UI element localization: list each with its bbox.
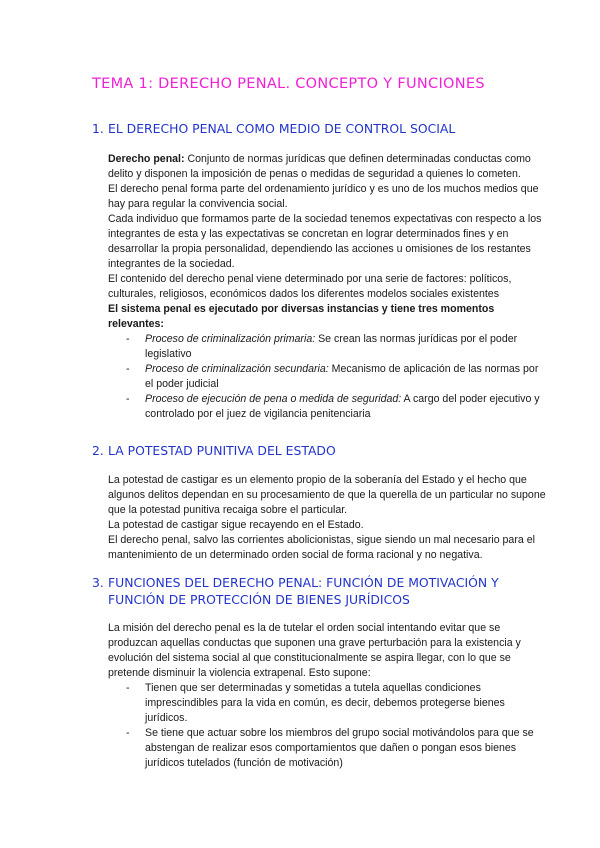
- paragraph: La potestad de castigar es un elemento propio de la soberanía del Estado y el hecho que algunos delitos dependan en su procesamiento de que la querella de un particular no supone que la potestad punitiva recaiga sobre el particular.: [108, 474, 546, 516]
- paragraph: La potestad de castigar sigue recayendo en el Estado.: [108, 519, 364, 531]
- section-1-body: [108, 152, 548, 422]
- list-item-text: Se tiene que actuar sobre los miembros del grupo social motivándolos para que se abstengan de realizar esos comportamientos que dañen o pongan esos bienes jurídicos tutelados (función de motivación): [145, 727, 534, 769]
- section-heading-text: LA POTESTAD PUNITIVA DEL ESTADO: [108, 443, 336, 458]
- section-2-heading: [92, 442, 336, 459]
- list-item-text: Tienen que ser determinadas y sometidas a tutela aquellas condiciones imprescindibles para la vida en común, es decir, debemos protegerse bienes jurídicos.: [145, 682, 505, 724]
- list-item: - Se tiene que actuar sobre los miembros del grupo social motivándolos para que se abstengan de realizar esos comportamientos que dañen o pongan esos bienes jurídicos tutelados (función de motivación): [126, 727, 534, 769]
- section-number: 3.: [92, 575, 104, 590]
- list-item-text: Se crean las normas jurídicas por el poder legislativo: [145, 333, 518, 360]
- list-item-emphasis: Proceso de criminalización secundaria:: [145, 363, 329, 375]
- section-number: 2.: [92, 443, 104, 458]
- section-heading-text: EL DERECHO PENAL COMO MEDIO DE CONTROL SOCIAL: [108, 121, 456, 136]
- bold-paragraph: El sistema penal es ejecutado por diversas instancias y tiene tres momentos relevantes:: [108, 303, 495, 330]
- list-item: - Proceso de criminalización primaria: Se crean las normas jurídicas por el poder legislativo: [126, 333, 518, 360]
- section-number: 1.: [92, 121, 104, 136]
- list-item-emphasis: Proceso de criminalización primaria:: [145, 333, 316, 345]
- section-heading-text: FUNCIONES DEL DERECHO PENAL: FUNCIÓN DE MOTIVACIÓN Y: [108, 575, 499, 590]
- paragraph: El derecho penal, salvo las corrientes abolicionistas, sigue siendo un mal necesario para el mantenimiento de un determinado orden social de forma racional y no negativa.: [108, 534, 535, 561]
- section-3-heading: [92, 574, 499, 608]
- list-item: - Proceso de criminalización secundaria: Mecanismo de aplicación de las normas por el poder judicial: [126, 363, 539, 390]
- list-item-text: Mecanismo de aplicación de las normas por el poder judicial: [145, 363, 539, 390]
- section-2-body: [108, 473, 548, 563]
- bullet-list: [108, 681, 548, 771]
- list-item: - Proceso de ejecución de pena o medida de seguridad: A cargo del poder ejecutivo y controlado por el juez de vigilancia penitenciaria: [126, 393, 540, 420]
- paragraph: La misión del derecho penal es la de tutelar el orden social intentando evitar que se produzcan aquellas conductas que suponen una grave perturbación para la existencia y evolución del sistema social al que constitucionalmente se aspira llegar, con lo que se pretende disminuir la violencia extrapenal. Esto supone:: [108, 622, 521, 679]
- paragraph: El contenido del derecho penal viene determinado por una serie de factores: políticos, culturales, religiosos, económicos dados los diferentes modelos sociales existentes: [108, 273, 512, 300]
- list-item-text: A cargo del poder ejecutivo y controlado por el juez de vigilancia penitenciaria: [145, 393, 540, 420]
- section-heading-text-continued: FUNCIÓN DE PROTECCIÓN DE BIENES JURÍDICOS: [108, 592, 410, 607]
- definition-paragraph: [108, 152, 548, 182]
- section-1-heading: [92, 120, 455, 137]
- list-item: - Tienen que ser determinadas y sometidas a tutela aquellas condiciones imprescindibles para la vida en común, es decir, debemos protegerse bienes jurídicos.: [126, 682, 505, 724]
- paragraph: El derecho penal forma parte del ordenamiento jurídico y es uno de los muchos medios que hay para regular la convivencia social.: [108, 183, 539, 210]
- definition-text: Conjunto de normas jurídicas que definen determinadas conductas como delito y disponen la imposición de penas o medidas de seguridad a quienes lo cometen.: [108, 153, 531, 180]
- bullet-list: [108, 332, 548, 422]
- paragraph: Cada individuo que formamos parte de la sociedad tenemos expectativas con respecto a los integrantes de esta y las expectativas se concretan en lograr determinados fines y en desarrollar la propia personalidad, dependiendo las acciones u omisiones de los restantes integrantes de la sociedad.: [108, 213, 542, 270]
- definition-term: Derecho penal:: [108, 153, 185, 165]
- section-3-body: [108, 621, 548, 771]
- list-item-emphasis: Proceso de ejecución de pena o medida de seguridad:: [145, 393, 402, 405]
- document-title: TEMA 1: DERECHO PENAL. CONCEPTO Y FUNCIONES: [92, 76, 485, 92]
